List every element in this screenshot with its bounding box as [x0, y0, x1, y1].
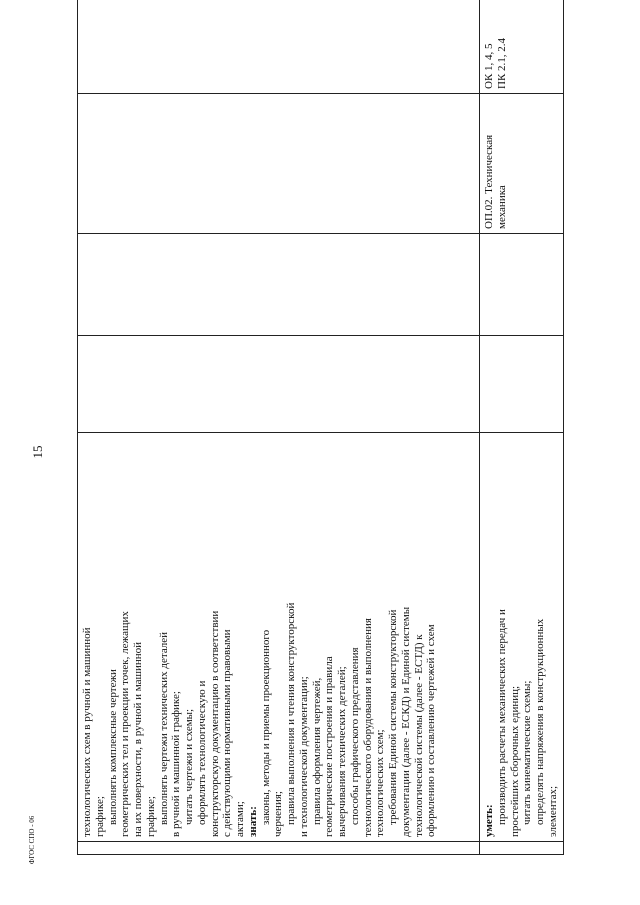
- page-number: 15: [30, 445, 45, 459]
- text-line: технологического оборудования и выполнения: [361, 618, 374, 837]
- text-line: технологических схем;: [374, 729, 387, 837]
- text-line: законы, методы и приемы проекционного: [259, 629, 272, 825]
- table-cell-empty: [78, 94, 480, 234]
- section-heading: уметь:: [483, 804, 495, 837]
- competencies-cell: [480, 0, 564, 94]
- row2-text-block: [483, 437, 560, 837]
- text-line: оформлению и составлению чертежей и схем: [425, 624, 438, 837]
- text-line: правила оформления чертежей,: [310, 677, 323, 825]
- table-cell-empty: [480, 234, 564, 336]
- skills-knowledge-cell: [78, 433, 480, 842]
- text-line: технологических схем в ручной и машинной: [81, 627, 93, 837]
- rotated-table-wrapper: [77, 37, 559, 855]
- text-line: с действующими нормативными правовыми: [221, 629, 234, 837]
- text-line: на их поверхности, в ручной и машинной: [132, 641, 144, 837]
- table-cell-empty: [480, 842, 564, 855]
- text-line: простейших сборочных единиц;: [508, 685, 521, 837]
- table-cell-empty: [480, 336, 564, 433]
- row1-text-block: [81, 437, 438, 837]
- table-row: [480, 0, 564, 855]
- text-line: конструкторскую документацию в соответствии: [208, 610, 221, 837]
- text-line: графике;: [144, 796, 157, 837]
- text-line: в ручной и машинной графике;: [170, 691, 183, 837]
- table-cell-empty: [78, 0, 480, 94]
- text-line: читать кинематические схемы;: [521, 680, 534, 825]
- text-line: вычерчивания технических деталей;: [336, 666, 348, 837]
- discipline-cell: ОП.02. Техническая механика: [480, 94, 564, 234]
- text-line: производить расчеты механических передач и: [495, 609, 508, 825]
- table-cell-empty: [78, 234, 480, 336]
- text-line: документации (далее - ЕСКД) и Единой системы: [399, 606, 412, 837]
- footer-code: ФГОС СПО - 06: [28, 815, 36, 865]
- curriculum-table: [77, 0, 564, 855]
- competency-line: ПК 2.1, 2.4: [495, 37, 508, 89]
- text-line: геометрических тел и проекции точек, лежащих: [119, 611, 132, 837]
- skills-knowledge-cell: [480, 433, 564, 842]
- section-heading: знать:: [246, 806, 259, 837]
- text-line: элементах;: [546, 785, 559, 837]
- text-line: читать чертежи и схемы;: [183, 708, 195, 825]
- text-line: технологической системы (далее - ЕСТД) к: [412, 634, 425, 837]
- text-line: определять напряжения в конструкционных: [534, 618, 546, 825]
- text-line: выполнять чертежи технических деталей: [157, 631, 170, 825]
- text-line: правила выполнения и чтения конструкторской: [285, 602, 297, 825]
- text-line: способы графического представления: [348, 647, 361, 825]
- table-row: [78, 0, 480, 855]
- text-line: требования Единой системы конструкторской: [387, 609, 399, 825]
- table-cell-empty: [78, 842, 480, 855]
- text-line: черчения;: [272, 791, 285, 837]
- competency-line: ОК 1, 4, 5: [483, 43, 495, 89]
- text-line: геометрические построения и правила: [323, 656, 336, 837]
- text-line: выполнять комплексные чертежи: [106, 669, 119, 825]
- text-line: актами;: [234, 801, 246, 837]
- text-line: графике;: [93, 796, 106, 837]
- text-line: оформлять технологическую и: [195, 680, 208, 825]
- table-cell-empty: [78, 336, 480, 433]
- text-line: и технологической документации;: [297, 676, 310, 837]
